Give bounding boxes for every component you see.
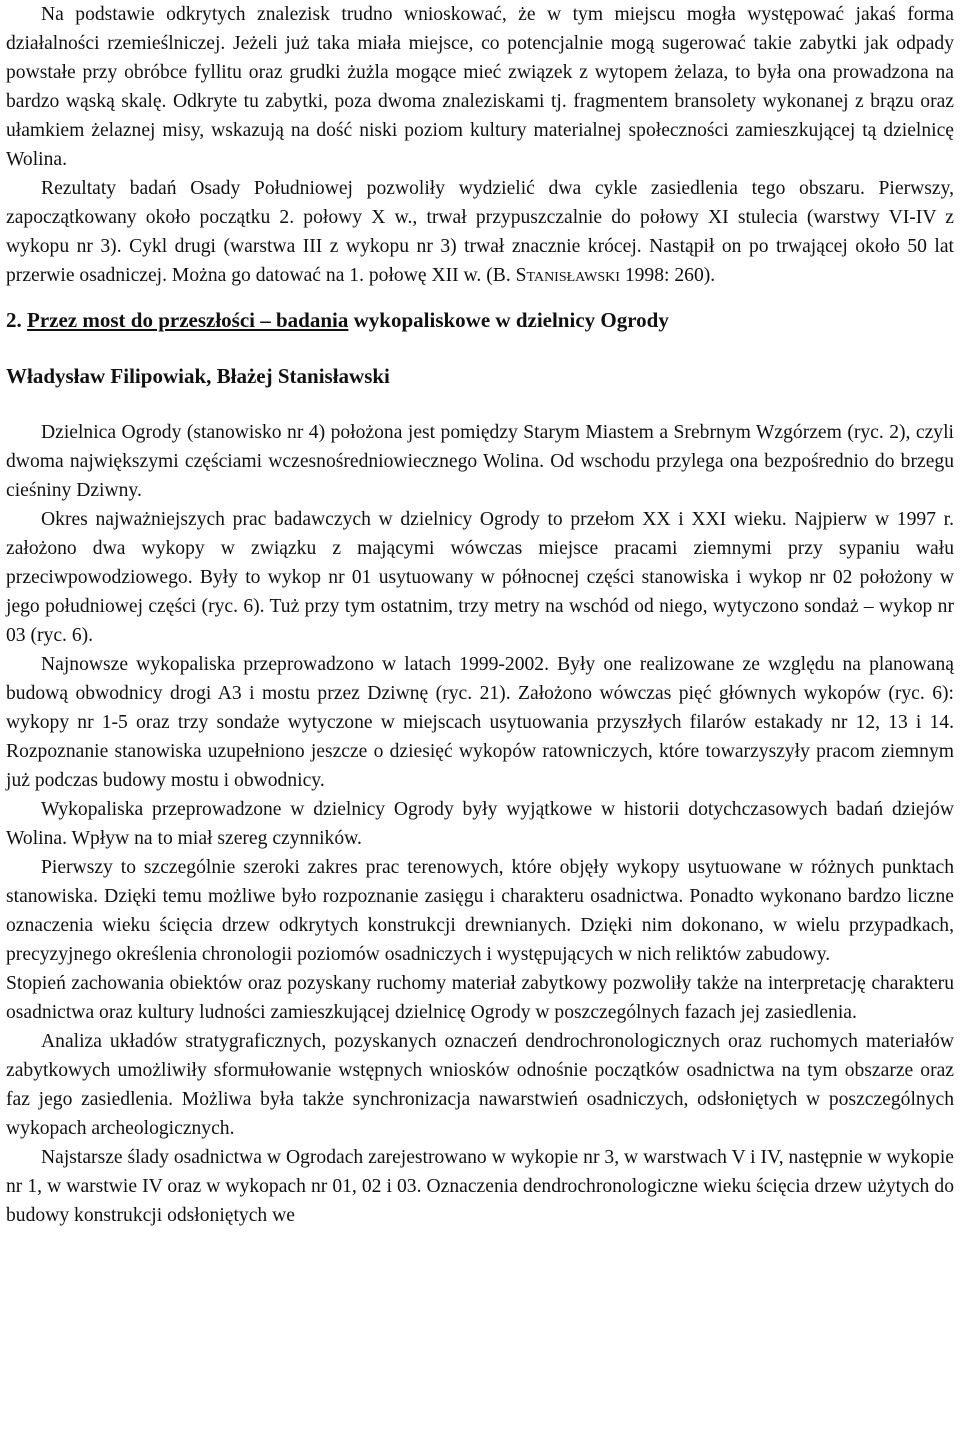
section-title-rest: wykopaliskowe w dzielnicy Ogrody — [348, 308, 669, 332]
authors-line: Władysław Filipowiak, Błażej Stanisławski — [6, 364, 390, 388]
paragraph-3: Dzielnica Ogrody (stanowisko nr 4) położona jest pomiędzy Starym Miastem a Srebrnym Wzgórzem (ryc. 2), czyli dwoma największymi częściami wczesnośredniowiecznego Wolina. Od wschodu przylega ona bezpośrednio do brzegu cieśniny Dziwny. — [6, 422, 954, 501]
section-number: 2. — [6, 308, 22, 332]
paragraph-10: Najstarsze ślady osadnictwa w Ogrodach zarejestrowano w wykopie nr 3, w warstwach V i IV, następnie w wykopie nr 1, w warstwie IV oraz w wykopach nr 01, 02 i 03. Oznaczenia dendrochronologiczne wieku ścięcia drzew użytych do budowy konstrukcji odsłoniętych we — [6, 1147, 954, 1226]
citation-author: Stanisławski — [515, 265, 620, 286]
section-title-underlined: Przez most do przeszłości – badania — [27, 308, 349, 332]
paragraph-2 — [6, 174, 954, 290]
paragraph-8: Stopień zachowania obiektów oraz pozyskany ruchomy materiał zabytkowy pozwoliły także na interpretację charakteru osadnictwa oraz kultury ludności zamieszkującej dzielnicę Ogrody w poszczególnych fazach jej zasiedlenia. — [6, 973, 954, 1023]
paragraph-6: Wykopaliska przeprowadzone w dzielnicy Ogrody były wyjątkowe w historii dotychczasowych badań dziejów Wolina. Wpływ na to miał szereg czynników. — [6, 799, 954, 849]
paragraph-7: Pierwszy to szczególnie szeroki zakres prac terenowych, które objęły wykopy usytuowane w różnych punktach stanowiska. Dzięki temu możliwe było rozpoznanie zasięgu i charakteru osadnictwa. Ponadto wykonano bardzo liczne oznaczenia wieku ścięcia drzew odkrytych konstrukcji drewnianych. Dzięki nim dokonano, w wielu przypadkach, precyzyjnego określenia chronologii poziomów osadniczych i występujących w nich reliktów zabudowy. — [6, 857, 954, 965]
section-heading — [6, 306, 954, 335]
document-page — [6, 0, 954, 1230]
paragraph-2-text-b: 1998: 260). — [619, 265, 716, 286]
paragraph-5: Najnowsze wykopaliska przeprowadzono w latach 1999-2002. Były one realizowane ze względu na planowaną budową obwodnicy drogi A3 i mostu przez Dziwnę (ryc. 21). Założono wówczas pięć głównych wykopów (ryc. 6): wykopy nr 1-5 oraz trzy sondaże wytyczone w miejscach usytuowania przyszłych filarów estakady nr 12, 13 i 14. Rozpoznanie stanowiska uzupełniono jeszcze o dziesięć wykopów ratowniczych, które towarzyszyły pracom ziemnym już podczas budowy mostu i obwodnicy. — [6, 654, 954, 791]
paragraph-2-text-a: Rezultaty badań Osady Południowej pozwoliły wydzielić dwa cykle zasiedlenia tego obszaru. Pierwszy, zapoczątkowany około początku 2. połowy X w., trwał przypuszczalnie do połowy XI stulecia (warstwy VI-IV z wykopu nr 3). Cykl drugi (warstwa III z wykopu nr 3) trwał znacznie krócej. Nastąpił on po trwającej około 50 lat przerwie osadniczej. Można go datować na 1. połowę XII w. (B. — [6, 178, 954, 286]
paragraph-1: Na podstawie odkrytych znalezisk trudno wnioskować, że w tym miejscu mogła występować jakaś forma działalności rzemieślniczej. Jeżeli już taka miała miejsce, co potencjalnie mogą sugerować takie zabytki jak odpady powstałe przy obróbce fyllitu oraz grudki żużla mogące mieć związek z wytopem żelaza, to była ona prowadzona na bardzo wąską skalę. Odkryte tu zabytki, poza dwoma znaleziskami tj. fragmentem bransolety wykonanej z brązu oraz ułamkiem żelaznej misy, wskazują na dość niski poziom kultury materialnej społeczności zamieszkującej tą dzielnicę Wolina. — [6, 4, 954, 170]
paragraph-4: Okres najważniejszych prac badawczych w dzielnicy Ogrody to przełom XX i XXI wieku. Najpierw w 1997 r. założono dwa wykopy w związku z mającymi wówczas miejsce pracami ziemnymi przy sypaniu wału przeciwpowodziowego. Były to wykop nr 01 usytuowany w północnej części stanowiska i wykop nr 02 położony w jego południowej części (ryc. 6). Tuż przy tym ostatnim, trzy metry na wschód od niego, wytyczono sondaż – wykop nr 03 (ryc. 6). — [6, 509, 954, 646]
paragraph-9: Analiza układów stratygraficznych, pozyskanych oznaczeń dendrochronologicznych oraz ruchomych materiałów zabytkowych umożliwiły sformułowanie wstępnych wniosków odnośnie początków osadnictwa na tym obszarze oraz faz jego zasiedlenia. Możliwa była także synchronizacja nawarstwień osadniczych, odsłoniętych w poszczególnych wykopach archeologicznych. — [6, 1031, 954, 1139]
